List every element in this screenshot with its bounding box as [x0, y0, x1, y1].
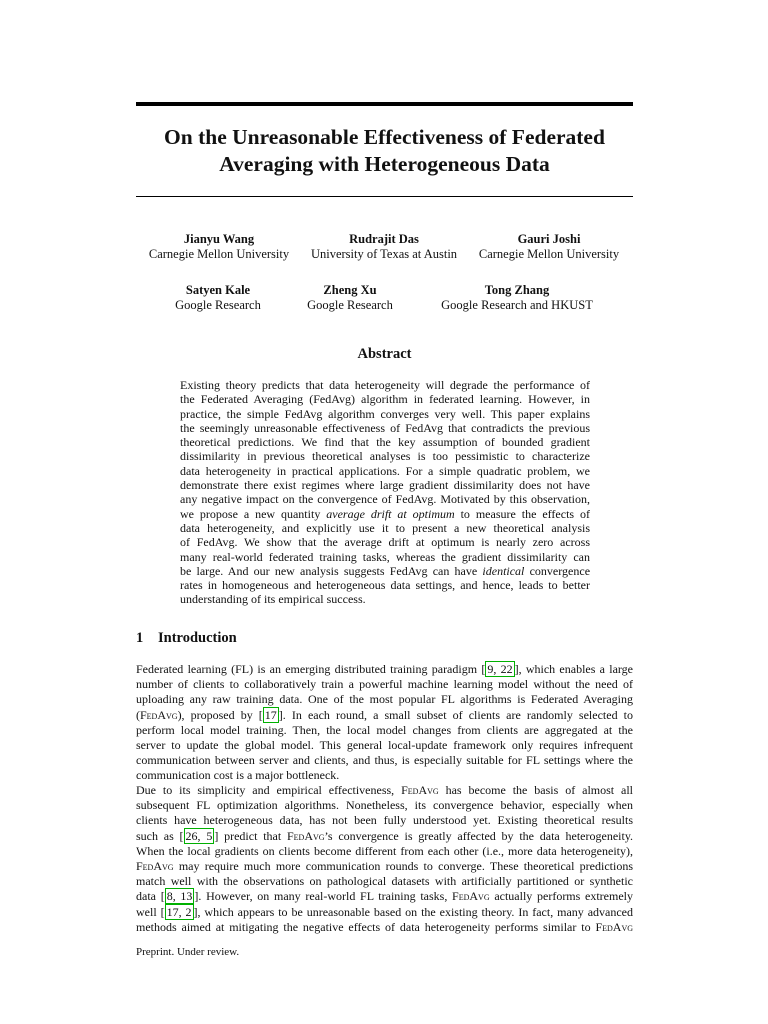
text-run: such as: [136, 828, 174, 843]
paragraph-line: such as [ 26, 5 ] predict that FedAvg’s convergence is greatly affected by the data heterogeneity.: [136, 828, 634, 843]
abstract-line: rates in homogeneous and heterogeneous data settings, and hence, leads to better: [180, 578, 590, 593]
preprint-footer: Preprint. Under review.: [136, 946, 240, 958]
text-run: Federated learning (FL) is an emerging distributed training paradigm: [136, 662, 478, 676]
citation-link[interactable]: 17: [264, 707, 277, 722]
paragraph-line: clients have heterogeneous data, has not been fully understood yet. Existing theoretical results: [136, 813, 633, 828]
text-run: well: [136, 904, 157, 919]
paper-title-line-1: On the Unreasonable Effectiveness of Federated: [164, 125, 605, 149]
text-run: may require much more communication rounds to converge. These theoretical predictions: [178, 859, 633, 874]
author-name: Zheng Xu: [323, 283, 377, 297]
citation-link[interactable]: 26, 5: [185, 828, 213, 843]
author-affiliation: Google Research and HKUST: [441, 298, 593, 312]
author-block: [304, 232, 464, 262]
citation-link[interactable]: 8, 13: [166, 889, 193, 904]
text-run: . However, on many real-world FL training tasks,: [198, 889, 448, 904]
abstract-text: to measure the effects of: [460, 506, 591, 521]
author-block: [144, 232, 294, 262]
abstract-emphasis: identical: [482, 563, 525, 578]
paragraph-line: When the local gradients on clients become different from each other (i.e., more data heterogeneity),: [136, 843, 633, 858]
abstract-text: we propose a new quantity: [180, 506, 321, 521]
abstract-line: [180, 564, 590, 578]
algorithm-name: FedAvg: [595, 919, 633, 934]
author-name: Rudrajit Das: [349, 232, 419, 246]
paragraph-line: communication between server and clients, and thus, is especially suitable for FL settings where the: [136, 753, 633, 768]
text-run: data: [136, 889, 156, 904]
paragraph-line: [136, 783, 633, 798]
text-run: ’s convergence is greatly affected by the data heterogeneity.: [324, 828, 634, 843]
abstract-line: [180, 507, 590, 521]
author-block: [436, 283, 598, 313]
citation-link[interactable]: 17, 2: [166, 904, 192, 919]
citation-link[interactable]: 9, 22: [487, 662, 513, 676]
text-run: (: [136, 707, 140, 722]
author-block: [300, 283, 400, 313]
paragraph-line: match well with the observations on pathological datasets with artificially partitioned or synthetic: [136, 874, 633, 889]
author-name: Tong Zhang: [484, 283, 550, 297]
algorithm-name: FedAvg: [286, 828, 325, 843]
paragraph-line: number of clients to collaboratively train a powerful machine learning model without the need of: [136, 677, 633, 692]
abstract-line: understanding of its empirical success.: [180, 592, 366, 607]
author-name: Satyen Kale: [185, 283, 251, 297]
paper-title-line-2: Averaging with Heterogeneous Data: [219, 152, 550, 176]
text-run: , which enables a large: [518, 662, 634, 676]
author-affiliation: University of Texas at Austin: [310, 247, 458, 261]
author-name: Jianyu Wang: [183, 232, 255, 246]
author-affiliation: Google Research: [307, 298, 393, 312]
abstract-body: [180, 378, 590, 607]
paragraph-line: uploading any raw training data. One of the most popular FL algorithms is Federated Averaging: [136, 692, 633, 707]
abstract-line: dissimilarity in previous theoretical analyses is too pessimistic to characterize: [180, 449, 590, 464]
author-affiliation: Google Research: [175, 298, 261, 312]
paragraph-line: subsequent FL optimization algorithms. Nonetheless, its convergence behavior, especially when: [136, 798, 633, 813]
text-run: ), proposed by: [177, 707, 253, 722]
paragraph-line: Federated learning (FL) is an emerging distributed training paradigm [ 9, 22 ], which enables a large: [136, 662, 634, 676]
abstract-line: demonstrate there exist regimes where large gradient dissimilarity does not have: [180, 478, 590, 493]
intro-paragraph-2: [136, 783, 633, 935]
abstract-line: theoretical predictions. We find that the key assumption of bounded gradient: [180, 435, 590, 450]
abstract-emphasis: average drift at optimum: [326, 506, 455, 521]
abstract-line: data heterogeneity in practical applications. For a simple quadratic problem, we: [180, 463, 590, 478]
paragraph-line: perform local model training. Then, the local model changes from clients are aggregated at the: [136, 722, 633, 737]
abstract-text: be large. And our new analysis suggests FedAvg can have: [180, 563, 478, 578]
text-run: , which appears to be unreasonable based on the existing theory. In fact, many advanced: [197, 904, 634, 919]
algorithm-name: FedAvg: [452, 889, 490, 904]
paragraph-line: (FedAvg), proposed by [ 17 ]. In each round, a small subset of clients are randomly selected to: [136, 707, 633, 722]
paragraph-line: communication cost is a major bottleneck.: [136, 768, 340, 783]
title-bottom-rule: [136, 196, 633, 197]
abstract-line: the seemingly unreasonable effectiveness of FedAvg that contradicts the previous: [180, 420, 590, 435]
abstract-line: the Federated Averaging (FedAvg) algorithm in federated learning. However, in: [180, 392, 590, 407]
text-run: methods aimed at mitigating the negative effects of data heterogeneity performs similar to: [136, 919, 591, 934]
algorithm-name: FedAvg: [140, 707, 178, 722]
abstract-heading: Abstract: [357, 346, 412, 362]
algorithm-name: FedAvg: [136, 859, 174, 874]
text-run: has become the basis of almost all: [445, 783, 634, 797]
paragraph-line: well [ 17, 2 ], which appears to be unreasonable based on the existing theory. In fact, many advanced: [136, 904, 634, 919]
abstract-line: of FedAvg. We show that the average drift at optimum is nearly zero across: [180, 535, 590, 550]
intro-paragraph-1: [136, 662, 633, 784]
paragraph-line: [136, 859, 633, 874]
paper-title: [136, 124, 633, 178]
section-heading-introduction: [136, 630, 237, 647]
title-top-rule: [136, 102, 633, 106]
paragraph-line: server to update the global model. This general local-update framework only requires infrequent: [136, 738, 633, 753]
author-affiliation: Carnegie Mellon University: [148, 247, 290, 261]
abstract-line: any negative impact on the convergence of FedAvg. Motivated by this observation,: [180, 492, 590, 507]
text-run: . In each round, a small subset of clients are randomly selected to: [282, 707, 633, 722]
author-affiliation: Carnegie Mellon University: [478, 247, 620, 261]
algorithm-name: FedAvg: [401, 783, 439, 797]
section-number: 1: [136, 630, 144, 646]
text-run: Due to its simplicity and empirical effectiveness,: [136, 783, 395, 797]
author-name: Gauri Joshi: [517, 232, 581, 246]
section-title: Introduction: [158, 630, 237, 646]
abstract-line: practice, the simple FedAvg algorithm converges very well. This paper explains: [180, 406, 590, 421]
abstract-line: data heterogeneity, and explicitly use it to present a new theoretical analysis: [180, 520, 590, 535]
text-run: actually performs extremely: [494, 889, 633, 904]
text-run: predict that: [224, 828, 282, 843]
abstract-text: convergence: [529, 563, 591, 578]
abstract-line: many real-world federated training tasks, whereas the gradient dissimilarity can: [180, 549, 590, 564]
abstract-line: Existing theory predicts that data heterogeneity will degrade the performance of: [180, 378, 590, 392]
author-block: [168, 283, 268, 313]
paragraph-line: [136, 920, 633, 935]
paragraph-line: data [ 8, 13 ]. However, on many real-world FL training tasks, FedAvg actually performs extremely: [136, 889, 633, 904]
author-block: [474, 232, 624, 262]
